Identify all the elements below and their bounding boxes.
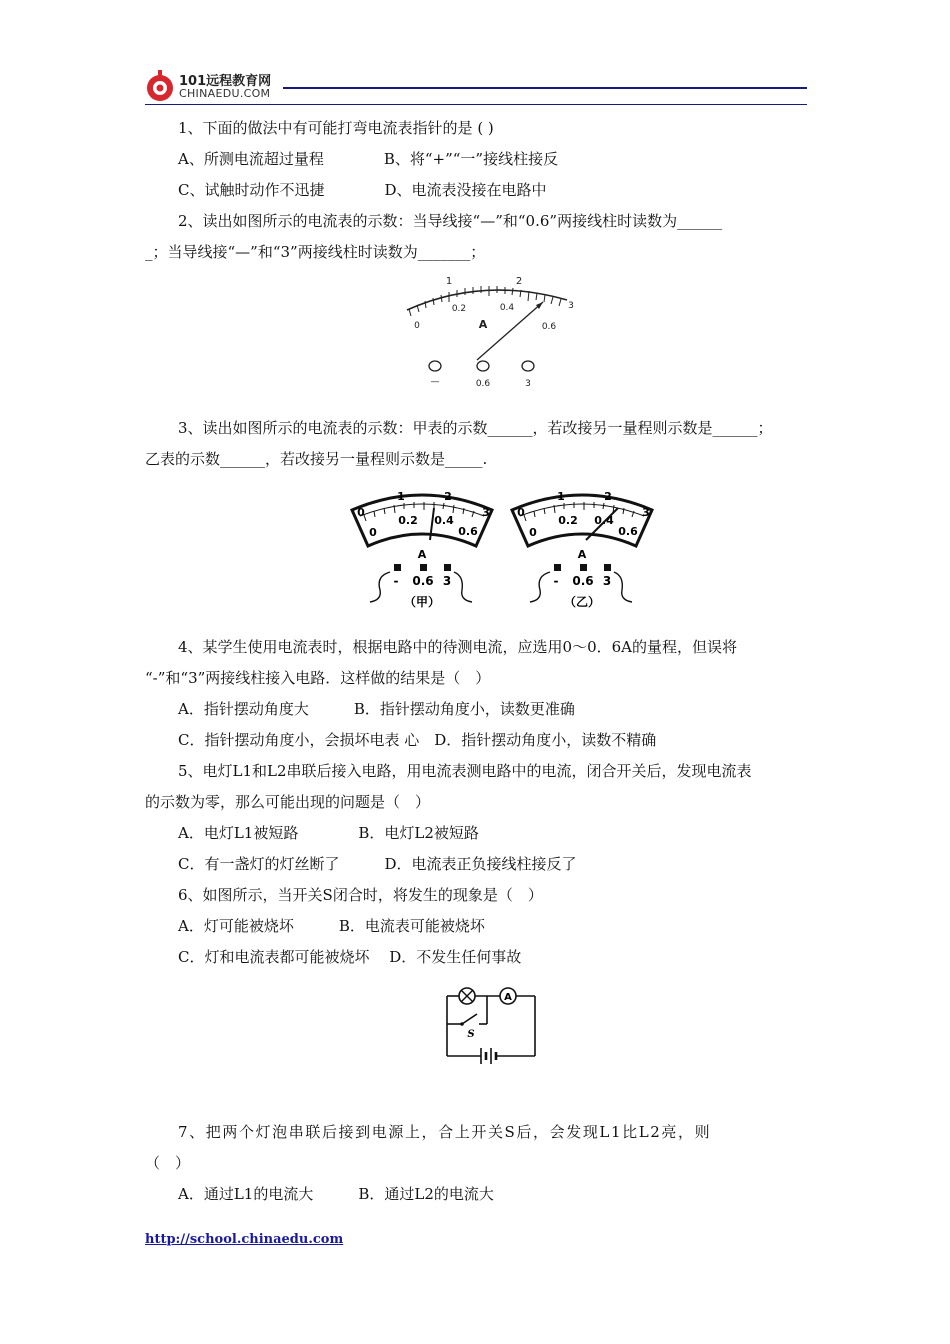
yi-bottom-0: 0 [529,526,537,539]
yi-caption: （乙） [563,595,601,609]
yi-bottom-0-2: 0.2 [558,514,578,527]
q6-stem: 6、如图所示，当开关S闭合时，将发生的现象是（ ） [178,886,543,904]
header-rule-bottom [145,104,807,105]
q2-stem: 2、读出如图所示的电流表的示数：当导线接“—”和“0.6”两接线柱时读数为______ [178,212,723,230]
logo-chinese-text: 101远程教育网 [179,74,272,89]
yi-terminal-3: 3 [602,574,612,588]
q7-options-ab: A．通过L1的电流大 B．通过L2的电流大 [178,1185,494,1203]
jia-top-0: 0 [357,506,365,519]
yi-top-0: 0 [517,506,525,519]
ammeter-pair-figure-q3 [346,486,676,614]
jia-terminal-neg: - [393,574,399,588]
q3-stem: 3、读出如图所示的电流表的示数：甲表的示数______，若改接另一量程则示数是______； [178,419,773,437]
header-rule-top [283,87,807,89]
yi-top-3: 3 [642,506,650,519]
scale-label-0-6: 0.6 [541,322,557,332]
jia-bottom-0: 0 [369,526,377,539]
yi-unit-a: A [577,548,587,561]
q5-stem: 5、电灯L1和L2串联后接入电路，用电流表测电路中的电流，闭合开关后，发现电流表 [178,762,752,780]
jia-top-1: 1 [397,490,405,503]
jia-bottom-0-4: 0.4 [434,514,454,527]
jia-caption: （甲） [403,595,441,609]
q7-stem-cont: （ ） [145,1154,191,1172]
yi-top-1: 1 [557,490,565,503]
jia-top-2: 2 [444,490,452,503]
q7-stem: 7、把两个灯泡串联后接到电源上，合上开关S后，会发现L1比L2亮，则 [178,1123,712,1141]
logo-mark-icon [145,70,177,104]
scale-label-3: 3 [568,301,574,311]
ammeter-symbol-label: A [504,992,512,1003]
logo-english-text: CHINAEDU.COM [179,87,271,100]
meter-jia [352,490,492,609]
scale-label-2: 2 [515,276,523,287]
q5-options-ab: A．电灯L1被短路 B．电灯L2被短路 [178,824,479,842]
yi-bottom-0-4: 0.4 [594,514,614,527]
q4-stem-cont: “-”和“3”两接线柱接入电路．这样做的结果是（ ） [145,669,491,687]
scale-label-0: 0 [414,321,420,331]
jia-unit-a: A [417,548,427,561]
scale-label-1: 1 [445,276,453,287]
switch-label-s: S [467,1029,475,1040]
q2-stem-cont: _；当导线接“—”和“3”两接线柱时读数为_______； [145,243,486,261]
jia-top-3: 3 [482,506,490,519]
meter-yi [512,490,652,609]
yi-bottom-0-6: 0.6 [618,525,638,538]
q4-options-cd: C．指针摆动角度小，会损坏电表 心 D．指针摆动角度小，读数不精确 [178,731,657,749]
q1-options-cd: C、试触时动作不迅捷 D、电流表没接在电路中 [178,181,547,199]
q4-options-ab: A．指针摆动角度大 B．指针摆动角度小，读数更准确 [178,700,575,718]
page-header [145,68,807,108]
q4-stem: 4、某学生使用电流表时，根据电路中的待测电流，应选用0～0．6A的量程，但误将 [178,638,738,656]
yi-terminal-0-6: 0.6 [572,574,594,588]
terminal-label-0-6: 0.6 [475,379,491,389]
terminal-label-3: 3 [525,379,531,389]
site-logo[interactable] [145,70,285,104]
unit-label-a: A [478,318,488,331]
q5-stem-cont: 的示数为零，那么可能出现的问题是（ ） [145,793,431,811]
q1-stem: 1、下面的做法中有可能打弯电流表指针的是 ( ) [178,119,494,137]
q6-options-cd: C．灯和电流表都可能被烧坏 D．不发生任何事故 [178,948,522,966]
circuit-figure-q6 [437,982,547,1070]
scale-label-0-2: 0.2 [451,304,467,314]
jia-bottom-0-2: 0.2 [398,514,418,527]
yi-top-2: 2 [604,490,612,503]
footer-link[interactable]: http://school.chinaedu.com [145,1232,344,1247]
jia-bottom-0-6: 0.6 [458,525,478,538]
jia-terminal-0-6: 0.6 [412,574,434,588]
q1-options-ab: A、所测电流超过量程 B、将“+”“一”接线柱接反 [178,150,559,168]
jia-terminal-3: 3 [442,574,452,588]
q5-options-cd: C．有一盏灯的灯丝断了 D．电流表正负接线柱接反了 [178,855,577,873]
terminal-label-neg: — [430,377,440,387]
yi-terminal-neg: - [553,574,559,588]
scale-label-0-4: 0.4 [499,303,515,313]
ammeter-figure-q2 [395,272,595,392]
q3-stem-cont: 乙表的示数______，若改接另一量程则示数是_____. [145,450,488,468]
q6-options-ab: A．灯可能被烧坏 B．电流表可能被烧坏 [178,917,485,935]
